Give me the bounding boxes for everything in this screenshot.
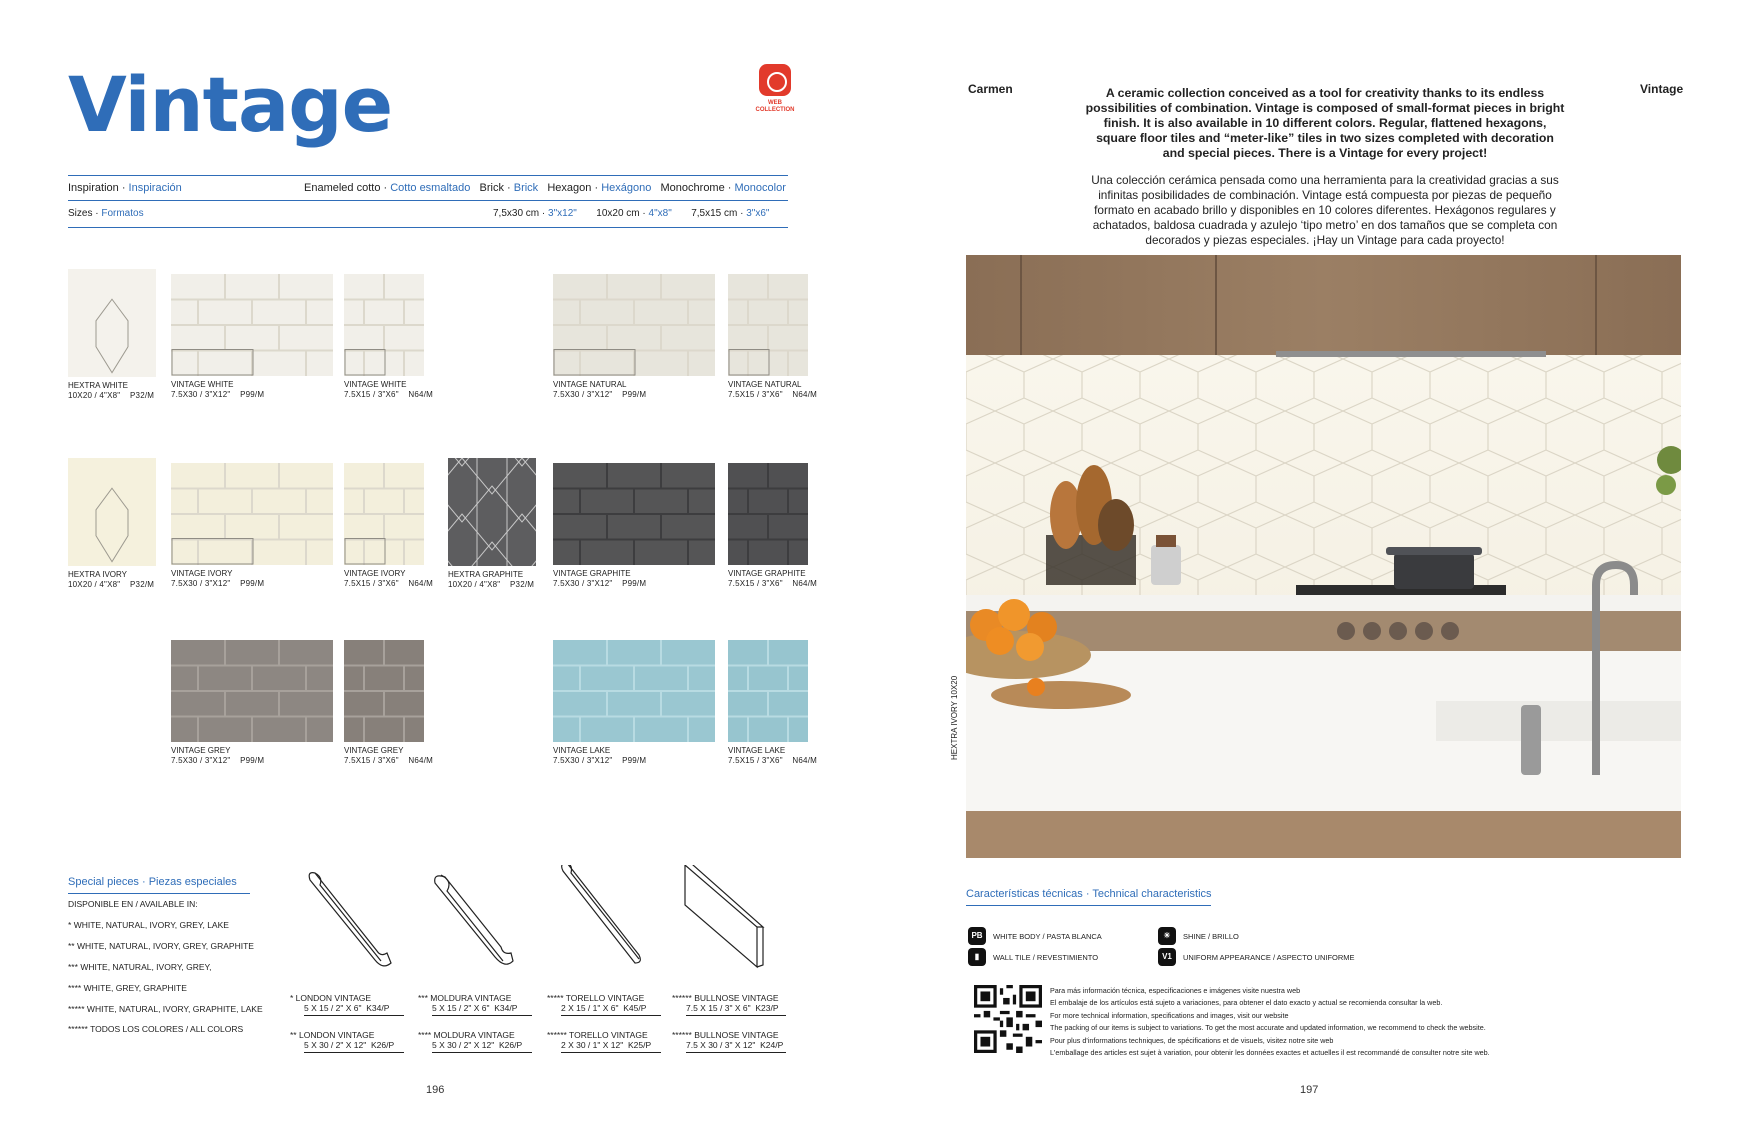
wall-tile-icon: ▮	[968, 948, 986, 966]
special-piece-item: * LONDON VINTAGE 5 X 15 / 2" X 6" K34/P	[290, 993, 390, 1013]
uniform-appearance-icon: V1	[1158, 948, 1176, 966]
badge-label-line2: COLLECTION	[755, 107, 795, 113]
tile-swatch[interactable]	[68, 458, 156, 566]
tile-swatch[interactable]	[68, 269, 156, 377]
tile-name: VINTAGE IVORY	[171, 569, 233, 578]
tile-spec: 7.5X30 / 3"X12" P99/M	[553, 579, 647, 588]
shine-icon: ☀	[1158, 927, 1176, 945]
tile-name: VINTAGE WHITE	[344, 380, 407, 389]
tile-label	[448, 570, 534, 590]
sizes-label: Sizes · Formatos	[68, 208, 144, 219]
sizes-list: 7,5x30 cm · 3"x12" 10x20 cm · 4"x8" 7,5x15 cm · 3"x6"	[493, 208, 770, 219]
tech-label: UNIFORM APPEARANCE / ASPECTO UNIFORME	[1183, 953, 1355, 962]
tile-label	[728, 569, 817, 589]
tile-swatch[interactable]	[171, 463, 333, 565]
tile-name: VINTAGE NATURAL	[553, 380, 627, 389]
special-pieces-drawings	[295, 865, 815, 985]
globe-icon	[759, 64, 791, 96]
special-piece-item: ****** BULLNOSE VINTAGE 7.5 X 30 / 3" X 12" K24/P	[672, 1030, 784, 1050]
special-piece-item: **** MOLDURA VINTAGE 5 X 30 / 2" X 12" K26/P	[418, 1030, 523, 1050]
tile-spec: 7.5X15 / 3"X6" N64/M	[344, 579, 433, 588]
page-title: Vintage	[68, 60, 393, 149]
tile-label	[728, 380, 817, 400]
special-piece-item: *** MOLDURA VINTAGE 5 X 15 / 2" X 6" K34/P	[418, 993, 518, 1013]
divider	[68, 175, 788, 176]
tile-swatch[interactable]	[171, 274, 333, 376]
moldura-piece-drawing	[435, 875, 513, 964]
divider	[686, 1015, 786, 1016]
tile-spec: 10X20 / 4"X8" P32/M	[68, 580, 155, 589]
inspiration-tags: Enameled cotto · Cotto esmaltado Brick · Brick Hexagon · Hexágono Monochrome · Monocolor	[304, 182, 786, 194]
tile-label	[553, 380, 646, 400]
tile-label	[344, 569, 433, 589]
tech-label: WALL TILE / REVESTIMIENTO	[993, 953, 1099, 962]
divider	[966, 905, 1211, 906]
tile-label	[344, 746, 433, 766]
photo-caption: HEXTRA IVORY 10X20	[950, 675, 959, 760]
divider	[68, 200, 788, 201]
note-line: For more technical information, specifications and images, visit our website	[1050, 1011, 1289, 1020]
tile-swatch[interactable]	[448, 458, 536, 566]
tile-spec: 7.5X15 / 3"X6" N64/M	[344, 756, 433, 765]
tile-swatch[interactable]	[171, 640, 333, 742]
badge-label-line1: WEB	[768, 100, 782, 106]
tile-name: VINTAGE GRAPHITE	[728, 569, 806, 578]
available-in-label: DISPONIBLE EN / AVAILABLE IN:	[68, 899, 198, 909]
tile-swatch[interactable]	[553, 274, 715, 376]
tile-spec: 10X20 / 4"X8" P32/M	[448, 580, 535, 589]
divider	[686, 1052, 786, 1053]
running-head-left: Carmen	[968, 82, 1013, 96]
tile-label	[171, 380, 264, 400]
special-piece-item: ** LONDON VINTAGE 5 X 30 / 2" X 12" K26/P	[290, 1030, 395, 1050]
divider	[432, 1015, 532, 1016]
tile-swatch[interactable]	[344, 640, 424, 742]
web-collection-badge[interactable]	[744, 64, 806, 114]
note-line: L'emballage des articles est sujet à variation, pour obtenir les données exactes et actuelles il est recommandé de consulter notre site web.	[1050, 1047, 1490, 1057]
tile-name: VINTAGE IVORY	[344, 569, 406, 578]
tile-name: VINTAGE GRAPHITE	[553, 569, 631, 578]
divider	[68, 893, 250, 894]
tile-name: HEXTRA WHITE	[68, 381, 129, 390]
divider	[561, 1052, 661, 1053]
tile-spec: 7.5X30 / 3"X12" P99/M	[171, 390, 265, 399]
tile-label	[171, 746, 264, 766]
available-line: ** WHITE, NATURAL, IVORY, GREY, GRAPHITE	[68, 941, 254, 951]
tile-spec: 10X20 / 4"X8" P32/M	[68, 391, 155, 400]
tile-label	[68, 381, 154, 401]
inspiration-label: Inspiration · Inspiración	[68, 182, 182, 194]
bullnose-piece-drawing	[685, 865, 763, 967]
tile-name: VINTAGE LAKE	[728, 746, 786, 755]
special-piece-item: ****** BULLNOSE VINTAGE 7.5 X 15 / 3" X 6" K23/P	[672, 993, 779, 1013]
special-pieces-title: Special pieces · Piezas especiales	[68, 876, 237, 888]
tile-label	[553, 569, 646, 589]
tile-spec: 7.5X30 / 3"X12" P99/M	[171, 579, 265, 588]
tile-name: HEXTRA IVORY	[68, 570, 127, 579]
tile-spec: 7.5X15 / 3"X6" N64/M	[728, 390, 817, 399]
kitchen-photo	[966, 255, 1681, 858]
divider	[304, 1015, 404, 1016]
description-spanish: Una colección cerámica pensada como una herramienta para la creatividad gracias a sus infinitas posibilidades de combinación. Vintage está compuesta por piezas de pequeño formato en acabado brillo y disponibles en 10 colores diferentes. Hexágonos regulares y achatados, baldosa cuadrada y azulejo ‘tipo metro’ en dos tamaños que se completa con decorados y piezas especiales. ¡Hay un Vintage para cada proyecto!	[1091, 173, 1559, 247]
tile-label	[553, 746, 646, 766]
tile-label	[728, 746, 817, 766]
tile-spec: 7.5X30 / 3"X12" P99/M	[171, 756, 265, 765]
white-body-icon: PB	[968, 927, 986, 945]
tile-label	[344, 380, 433, 400]
available-line: *** WHITE, NATURAL, IVORY, GREY,	[68, 962, 212, 972]
tile-spec: 7.5X15 / 3"X6" N64/M	[728, 579, 817, 588]
tile-name: HEXTRA GRAPHITE	[448, 570, 524, 579]
tile-name: VINTAGE GREY	[171, 746, 231, 755]
tile-swatch[interactable]	[553, 463, 715, 565]
note-line: The packing of our items is subject to variations. To get the most accurate and updated information, we recommend to check the website.	[1050, 1022, 1486, 1032]
tile-name: VINTAGE WHITE	[171, 380, 234, 389]
tile-spec: 7.5X30 / 3"X12" P99/M	[553, 390, 647, 399]
note-line: Para más información técnica, especificaciones e imágenes visite nuestra web	[1050, 986, 1301, 995]
tile-name: VINTAGE GREY	[344, 746, 404, 755]
note-line: El embalaje de los artículos está sujeto a variaciones, para obtener el dato exacto y actual se recomienda consultar la web.	[1050, 997, 1443, 1007]
available-line: ****** TODOS LOS COLORES / ALL COLORS	[68, 1024, 244, 1034]
special-piece-item: ***** TORELLO VINTAGE 2 X 15 / 1" X 6" K45/P	[547, 993, 647, 1013]
london-piece-drawing	[309, 873, 391, 966]
tile-name: VINTAGE NATURAL	[728, 380, 802, 389]
tech-label: WHITE BODY / PASTA BLANCA	[993, 932, 1102, 941]
available-line: **** WHITE, GREY, GRAPHITE	[68, 983, 187, 993]
tile-swatch[interactable]	[344, 274, 424, 376]
tile-name: VINTAGE LAKE	[553, 746, 611, 755]
torello-piece-drawing	[562, 865, 641, 963]
technical-title: Características técnicas · Technical characteristics	[966, 888, 1212, 900]
description-english: A ceramic collection conceived as a tool for creativity thanks to its endless possibilities of combination. Vintage is composed of small-format pieces in bright finish. It is also available in 10 different colors. Regular, flattened hexagons, square floor tiles and “meter-like” tiles in two sizes completed with decoration and special pieces. There is a Vintage for every project!	[1085, 86, 1565, 160]
tile-swatch[interactable]	[553, 640, 715, 742]
tile-spec: 7.5X15 / 3"X6" N64/M	[344, 390, 433, 399]
qr-code-icon[interactable]	[974, 985, 1042, 1053]
tile-label	[171, 569, 264, 589]
divider	[304, 1052, 404, 1053]
packaging-notes	[1050, 986, 1610, 1059]
tech-label: SHINE / BRILLO	[1183, 932, 1239, 941]
available-line: ***** WHITE, NATURAL, IVORY, GRAPHITE, LAKE	[68, 1004, 263, 1014]
tile-swatch[interactable]	[728, 463, 808, 565]
note-line: Pour plus d'informations techniques, de spécifications et de visuels, visitez notre site web	[1050, 1036, 1334, 1045]
tile-spec: 7.5X30 / 3"X12" P99/M	[553, 756, 647, 765]
available-line: * WHITE, NATURAL, IVORY, GREY, LAKE	[68, 920, 229, 930]
tile-label	[68, 570, 154, 590]
tile-swatch[interactable]	[344, 463, 424, 565]
divider	[561, 1015, 661, 1016]
page-number: 196	[426, 1084, 445, 1096]
tile-swatch[interactable]	[728, 640, 808, 742]
special-piece-item: ****** TORELLO VINTAGE 2 X 30 / 1" X 12" K25/P	[547, 1030, 652, 1050]
tile-swatch[interactable]	[728, 274, 808, 376]
divider	[432, 1052, 532, 1053]
page-number: 197	[1300, 1084, 1319, 1096]
tile-spec: 7.5X15 / 3"X6" N64/M	[728, 756, 817, 765]
running-head-right: Vintage	[1640, 82, 1684, 96]
divider	[68, 227, 788, 228]
